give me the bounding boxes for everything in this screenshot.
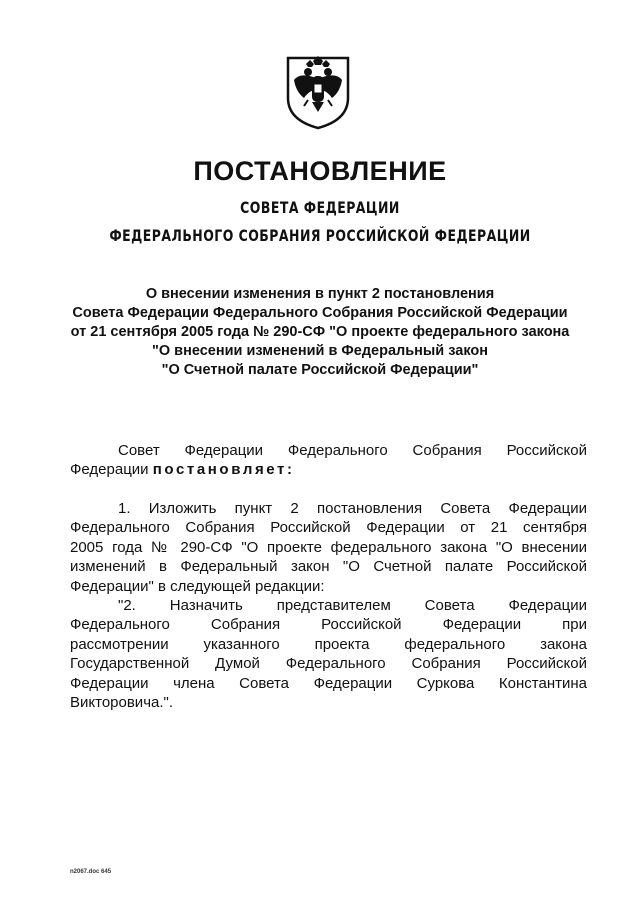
- preamble-line: [70, 460, 587, 479]
- item-1-line: изменений в Федеральный закон "О Счетной палате Российской: [70, 558, 587, 576]
- resolution-heading: [40, 285, 600, 380]
- file-reference: n2067.doc 645: [70, 869, 112, 875]
- preamble-text: Федерации: [70, 461, 153, 479]
- heading-line: "О внесении изменений в Федеральный закон: [152, 343, 488, 359]
- heading-line: О внесении изменения в пункт 2 постановления: [145, 286, 495, 302]
- quoted-line: рассмотрении указанного проекта федерального закона: [70, 635, 587, 653]
- document-title: ПОСТАНОВЛЕНИЕ: [193, 156, 447, 186]
- quoted-line: Государственной Думой Федерального Собрания Российской: [70, 655, 587, 673]
- quoted-line: Федерального Собрания Российской Федерации при: [70, 616, 587, 634]
- heading-line: "О Счетной палате Российской Федерации": [161, 362, 479, 378]
- item-1-line: 2005 года № 290-СФ "О проекте федерального закона "О внесении: [70, 538, 587, 556]
- heading-line: от 21 сентября 2005 года № 290-СФ "О проекте федерального закона: [70, 324, 570, 340]
- quoted-paragraph: [70, 596, 587, 712]
- preamble-line: Совет Федерации Федерального Собрания Российской: [118, 442, 587, 459]
- item-1-line: Федерального Собрания Российской Федерации от 21 сентября: [70, 519, 587, 537]
- quoted-line: Федерации члена Совета Федерации Суркова Константина: [70, 674, 587, 692]
- item-1-line: 1. Изложить пункт 2 постановления Совета Федерации: [118, 500, 587, 517]
- heading-line: Совета Федерации Федерального Собрания Российской Федерации: [72, 305, 568, 321]
- item-1-paragraph: [70, 499, 587, 596]
- russian-coat-of-arms-icon: [282, 54, 354, 130]
- item-1-line: Федерации" в следующей редакции:: [70, 577, 325, 595]
- decree-word: постановляет:: [152, 461, 295, 479]
- issuer-line-1: СОВЕТА ФЕДЕРАЦИИ: [240, 198, 400, 217]
- quoted-line: "2. Назначить представителем Совета Федерации: [118, 597, 587, 614]
- preamble-paragraph: [70, 441, 587, 480]
- quoted-line: Викторовича.".: [70, 694, 174, 712]
- issuer-line-2: ФЕДЕРАЛЬНОГО СОБРАНИЯ РОССИЙСКОЙ ФЕДЕРАЦИИ: [109, 226, 531, 245]
